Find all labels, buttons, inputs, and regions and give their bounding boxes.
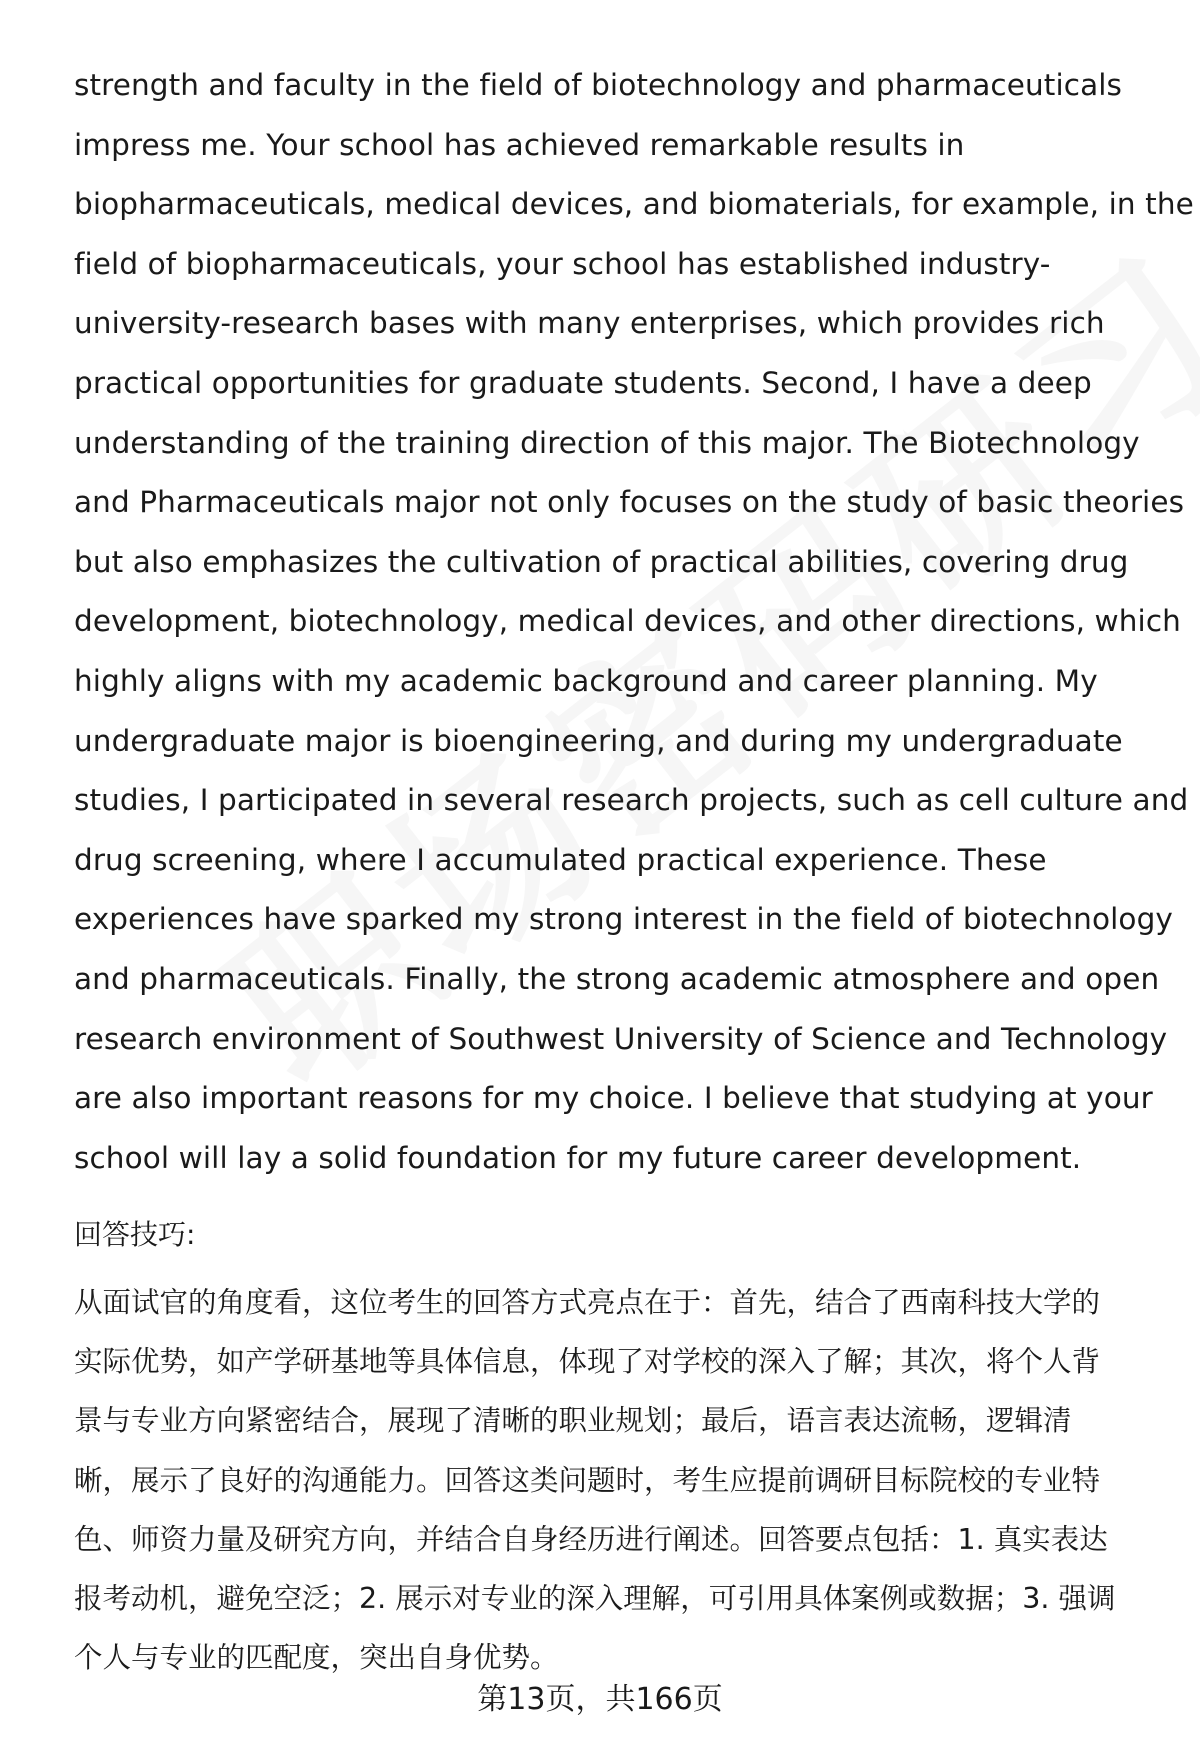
english-line: strength and faculty in the field of biotechnology and pharmaceuticals bbox=[74, 68, 1123, 102]
chinese-line: 从面试官的角度看，这位考生的回答方式亮点在于：首先，结合了西南科技大学的 bbox=[74, 1286, 1101, 1319]
english-line: understanding of the training direction of this major. The Biotechnology bbox=[74, 425, 1140, 460]
english-line: and pharmaceuticals. Finally, the strong academic atmosphere and open bbox=[74, 961, 1160, 996]
english-line: practical opportunities for graduate students. Second, I have a deep bbox=[74, 365, 1092, 400]
english-line: research environment of Southwest University of Science and Technology bbox=[74, 1021, 1168, 1056]
english-line: but also emphasizes the cultivation of practical abilities, covering drug bbox=[74, 544, 1129, 579]
chinese-line: 个人与专业的匹配度，突出自身优势。 bbox=[74, 1641, 559, 1675]
english-line: experiences have sparked my strong interest in the field of biotechnology bbox=[74, 902, 1173, 937]
chinese-line: 晰，展示了良好的沟通能力。回答这类问题时，考生应提前调研目标院校的专业特 bbox=[74, 1463, 1101, 1497]
english-line: field of biopharmaceuticals, your school has established industry- bbox=[74, 246, 1051, 281]
english-line: undergraduate major is bioengineering, and during my undergraduate bbox=[74, 723, 1123, 758]
chinese-line: 报考动机，避免空泛；2. 展示对专业的深入理解，可引用具体案例或数据；3. 强调 bbox=[74, 1582, 1116, 1616]
english-line: impress me. Your school has achieved remarkable results in bbox=[74, 127, 965, 162]
page-number: 第13页，共166页 bbox=[477, 1682, 723, 1717]
tips-paragraph bbox=[74, 1273, 1154, 1687]
english-line: and Pharmaceuticals major not only focuses on the study of basic theories bbox=[74, 485, 1185, 520]
english-line: development, biotechnology, medical devices, and other directions, which bbox=[74, 604, 1181, 639]
english-line: drug screening, where I accumulated practical experience. These bbox=[74, 842, 1047, 877]
english-line: are also important reasons for my choice. I believe that studying at your bbox=[74, 1081, 1153, 1116]
english-line: biopharmaceuticals, medical devices, and biomaterials, for example, in the bbox=[74, 187, 1194, 222]
english-line: studies, I participated in several research projects, such as cell culture and bbox=[74, 783, 1189, 818]
english-line: highly aligns with my academic background and career planning. My bbox=[74, 663, 1098, 698]
chinese-line: 实际优势，如产学研基地等具体信息，体现了对学校的深入了解；其次，将个人背 bbox=[74, 1345, 1101, 1379]
english-line: school will lay a solid foundation for my future career development. bbox=[74, 1140, 1082, 1175]
chinese-line: 景与专业方向紧密结合，展现了清晰的职业规划；最后，语言表达流畅，逻辑清 bbox=[74, 1404, 1072, 1438]
tips-heading: 回答技巧: bbox=[74, 1218, 196, 1251]
english-answer-paragraph bbox=[74, 56, 1194, 1188]
english-line: university-research bases with many enterprises, which provides rich bbox=[74, 306, 1105, 341]
chinese-line: 色、师资力量及研究方向，并结合自身经历进行阐述。回答要点包括：1. 真实表达 bbox=[74, 1522, 1108, 1556]
